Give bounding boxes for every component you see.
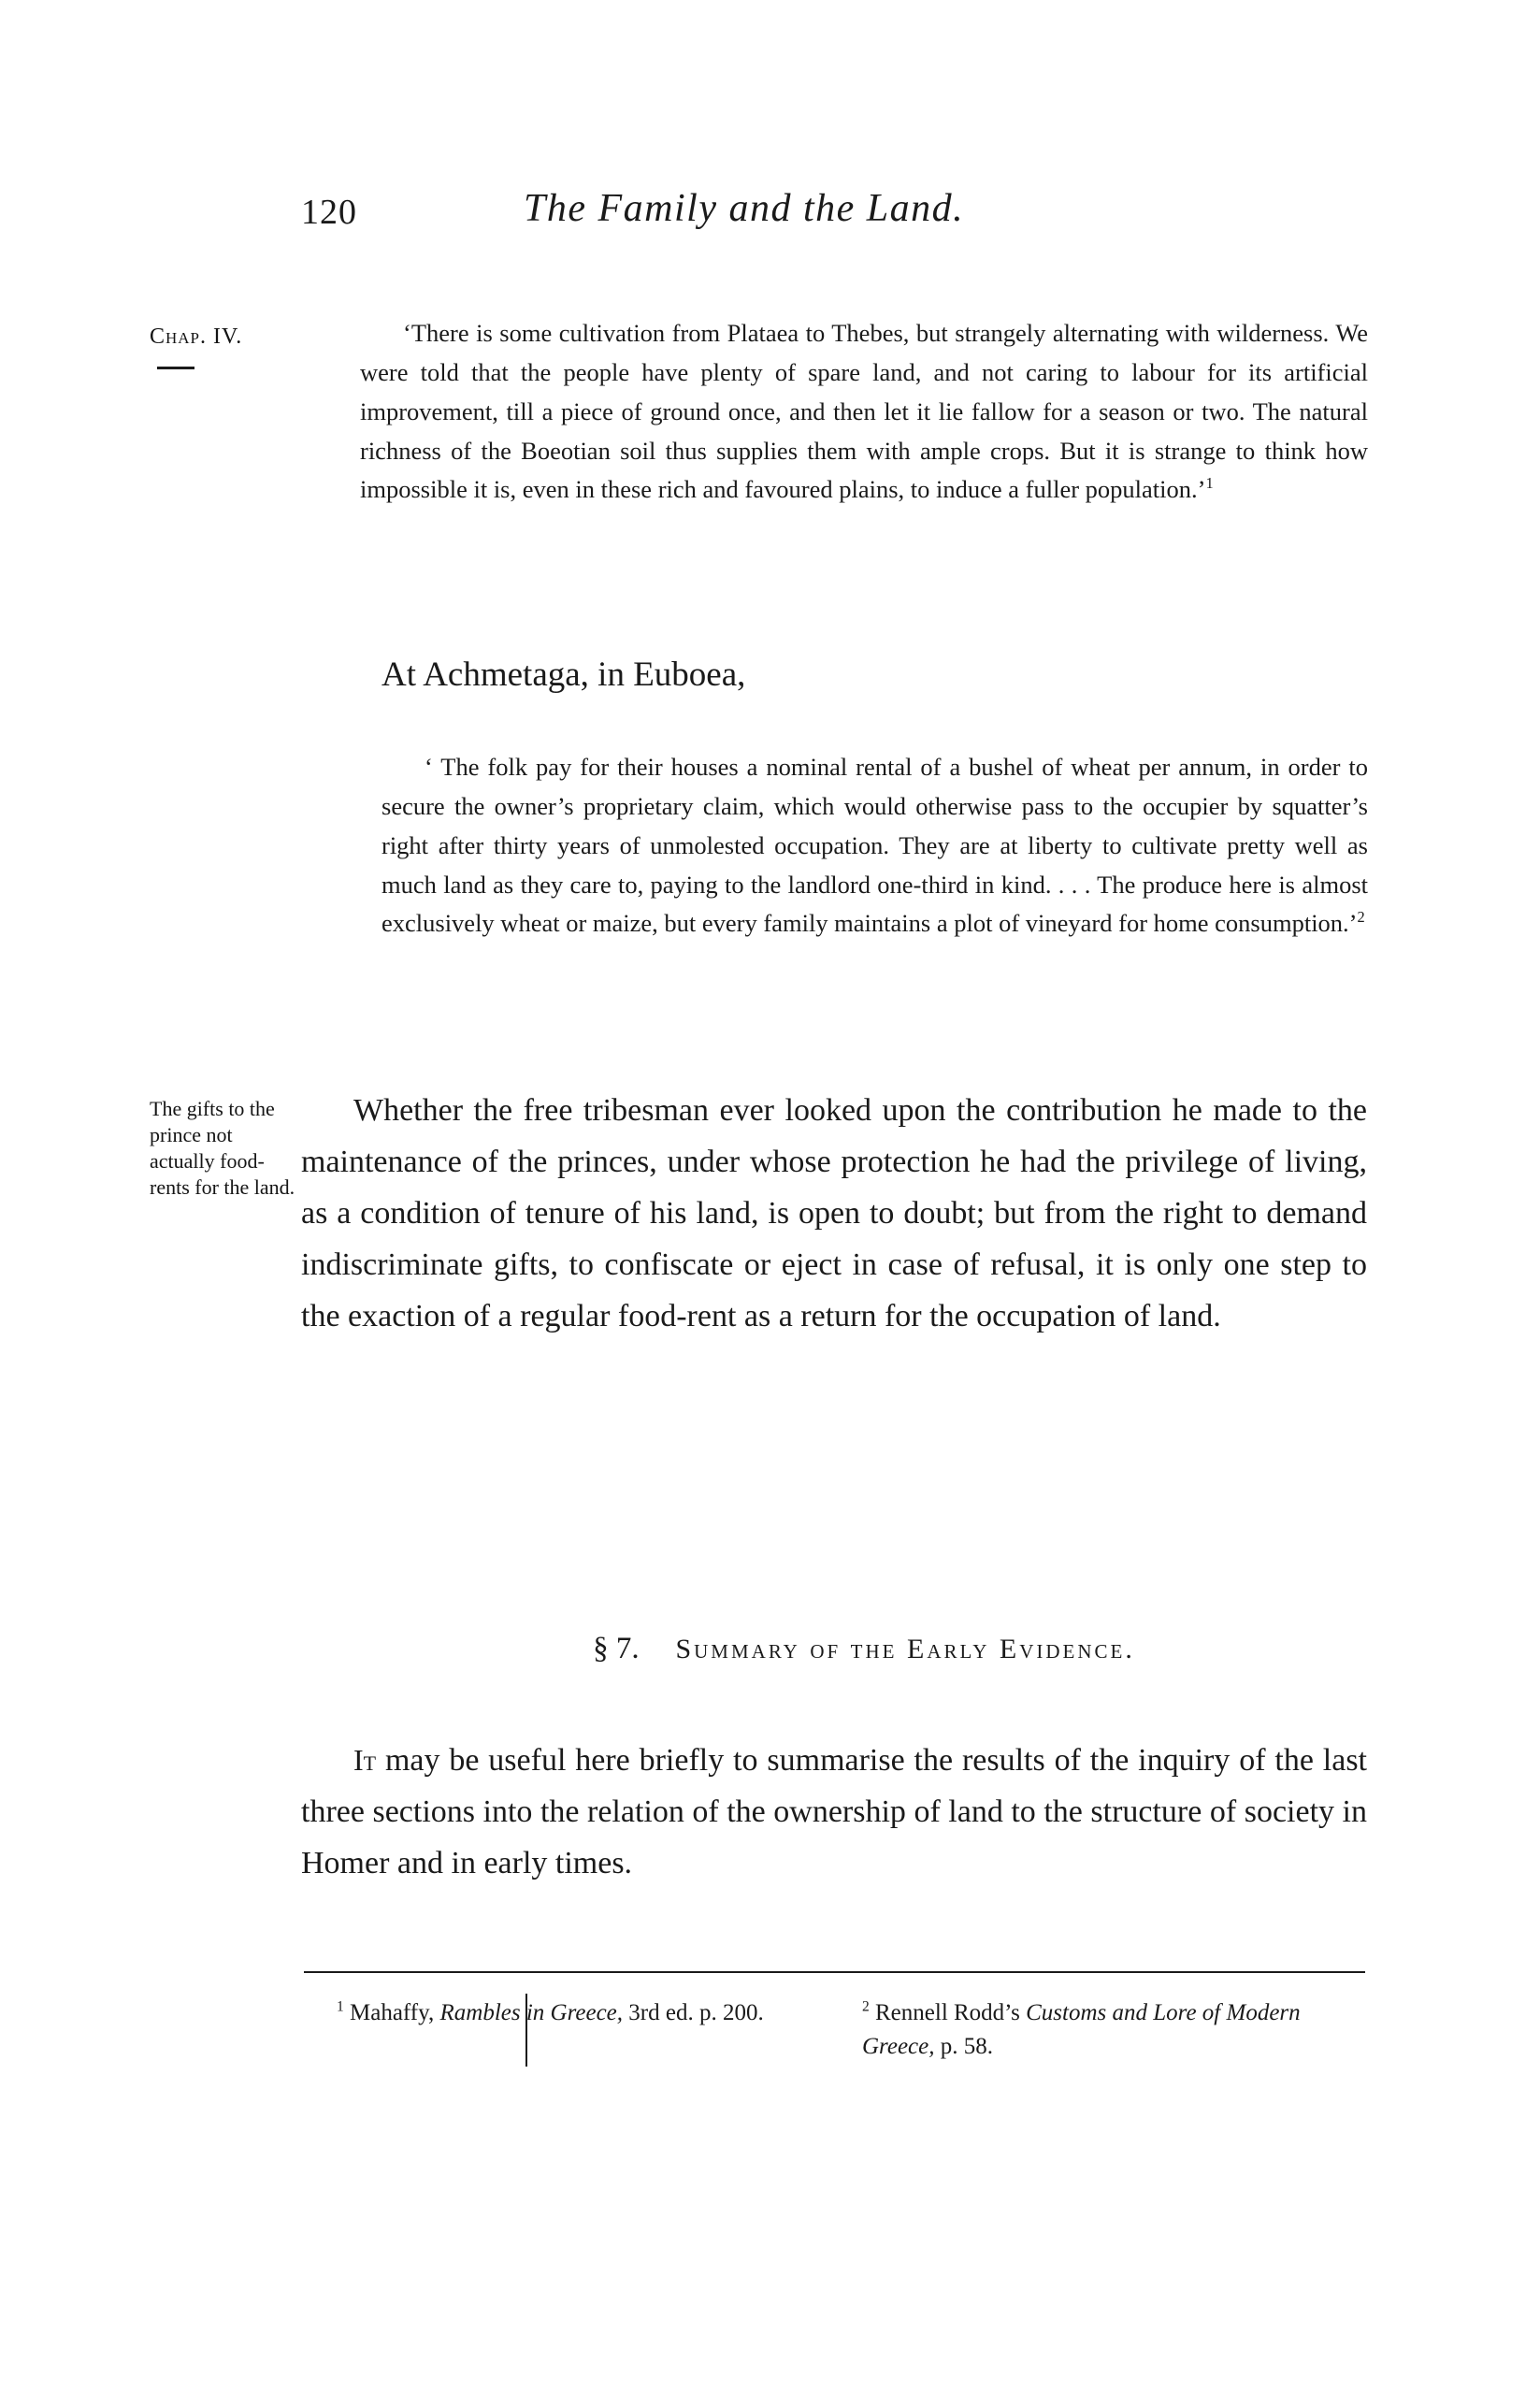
footnote-2-text-before: Rennell Rodd’s xyxy=(869,2000,1027,2025)
section-number: § 7. xyxy=(593,1632,640,1665)
subheading-achmetaga: At Achmetaga, in Euboea, xyxy=(381,656,746,694)
footnote-2 xyxy=(862,1996,1367,2065)
footnote-1-marker: 1 xyxy=(337,1998,344,2015)
footnote-1-text-before: Mahaffy, xyxy=(343,2000,440,2025)
footnotes xyxy=(301,1996,1367,2099)
footnote-1-text-after: 3rd ed. p. 200. xyxy=(623,2000,764,2025)
margin-divider xyxy=(157,367,194,369)
running-title: The Family and the Land. xyxy=(524,187,965,230)
body-paragraph-tribesman: Whether the free tribesman ever looked upon the contribution he made to the maintenance of the princes, under whose protection he had the privilege of living, as a condition of tenure of his land, is open to doubt; but from the right to demand indiscriminate gifts, to confiscate or eject in case of refusal, it is only one step to the exaction of a regular food-rent as a return for the occupation of land. xyxy=(301,1093,1367,1334)
margin-chapter-label: Chap. IV. xyxy=(150,324,243,349)
footnote-ref-2: 2 xyxy=(1357,908,1365,927)
margin-note-gifts: The gifts to the prince not actually food-rents for the land. xyxy=(150,1097,295,1200)
quotation-achmetaga-text: ‘ The folk pay for their houses a nominal rental of a bushel of wheat per annum, in order to secure the owner’s proprietary claim, which would otherwise pass to the occupier by squatter’s right after thirty years of unmolested occupation. They are at liberty to cultivate pretty well as much land as they care to, paying to the landlord one-third in kind. . . . The produce here is almost exclusively wheat or maize, but every family maintains a plot of vineyard for home consumption.’ xyxy=(381,753,1368,938)
quotation-plataea-text: ‘There is some cultivation from Plataea to Thebes, but strangely alternating with wilderness. We were told that the people have plenty of spare land, and not caring to labour for its artificial improvement, till a piece of ground once, and then let it lie fallow for a season or two. The natural richness of the Boeotian soil thus supplies them with ample crops. But it is strange to think how impossible it is, even in these rich and favoured plains, to induce a fuller population.’ xyxy=(360,319,1368,504)
quotation-plataea xyxy=(360,314,1368,510)
paragraph-summary-text: may be useful here briefly to summarise the results of the inquiry of the last three sections into the relation of the ownership of land to the structure of society in Homer and in early times. xyxy=(301,1743,1367,1881)
footnote-2-marker: 2 xyxy=(862,1998,870,2015)
footnote-2-text-after: p. 58. xyxy=(934,2034,993,2060)
footnote-ref-1: 1 xyxy=(1205,474,1214,493)
section-title: Summary of the Early Evidence. xyxy=(675,1634,1135,1664)
footnote-1-title: Rambles in Greece, xyxy=(439,2000,624,2025)
quotation-achmetaga xyxy=(381,748,1368,944)
section-heading xyxy=(360,1632,1368,1666)
body-paragraph-summary xyxy=(301,1735,1367,1889)
page-number: 120 xyxy=(301,193,357,232)
page-header xyxy=(0,187,1540,248)
footnote-1 xyxy=(337,1996,823,2030)
footnote-rule xyxy=(304,1971,1365,1973)
footnote-2-title: Customs and Lore of Modern Greece, xyxy=(862,2000,1301,2060)
margin-note-chapter xyxy=(150,323,299,352)
paragraph-lead-words: It xyxy=(353,1743,377,1777)
